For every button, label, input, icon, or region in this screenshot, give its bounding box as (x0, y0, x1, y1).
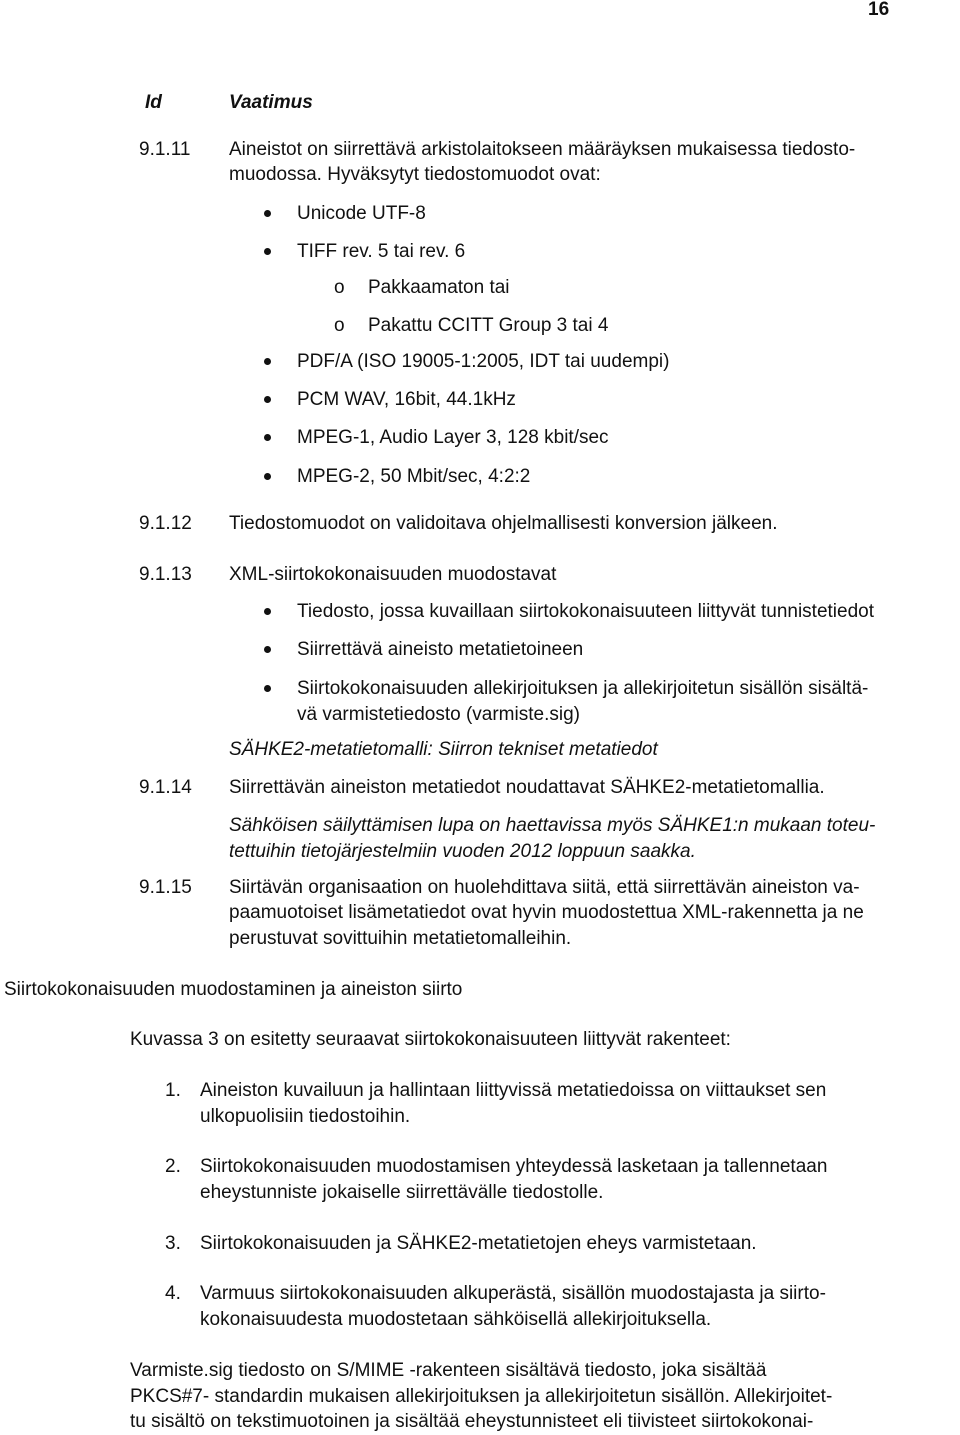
bullet-icon (264, 473, 271, 480)
requirement-note-line: tettuihin tietojärjestelmiin vuoden 2012 loppuun saakka. (229, 841, 696, 862)
list-number: 3. (165, 1233, 181, 1254)
requirement-text: Tiedostomuodot on validoitava ohjelmallisesti konversion jälkeen. (229, 513, 778, 534)
bullet-icon (264, 210, 271, 217)
format-subitem: Pakattu CCITT Group 3 tai 4 (368, 315, 609, 336)
list-item-line: Aineiston kuvailuun ja hallintaan liittyvissä metatiedoissa on viittaukset sen (200, 1080, 827, 1101)
format-item: TIFF rev. 5 tai rev. 6 (297, 241, 466, 262)
bullet-icon (264, 434, 271, 441)
list-item-line: Siirtokokonaisuuden ja SÄHKE2-metatietojen eheys varmistetaan. (200, 1233, 757, 1254)
component-item: Tiedosto, jossa kuvaillaan siirtokokonaisuuteen liittyvät tunnistetiedot (297, 601, 875, 622)
requirement-text: Siirrettävän aineiston metatiedot noudattavat SÄHKE2-metatietomallia. (229, 777, 825, 798)
list-number: 2. (165, 1156, 181, 1177)
requirement-id: 9.1.12 (139, 513, 192, 534)
section-heading: Siirtokokonaisuuden muodostaminen ja aineiston siirto (4, 979, 463, 1000)
closing-paragraph-line: tu sisältö on tekstimuotoinen ja sisältää eheystunnisteet eli tiivisteet siirtokokonai- (130, 1411, 814, 1432)
requirement-text: XML-siirtokokonaisuuden muodostavat (229, 564, 557, 585)
requirement-id: 9.1.15 (139, 877, 192, 898)
bullet-icon (264, 608, 271, 615)
intro-paragraph: Kuvassa 3 on esitetty seuraavat siirtokokonaisuuteen liittyvät rakenteet: (130, 1029, 731, 1050)
bullet-icon (264, 396, 271, 403)
requirement-id: 9.1.14 (139, 777, 192, 798)
list-number: 4. (165, 1283, 181, 1304)
format-item: MPEG-1, Audio Layer 3, 128 kbit/sec (297, 427, 609, 448)
sub-bullet-marker: o (334, 277, 345, 298)
component-item-line: vä varmistetiedosto (varmiste.sig) (297, 704, 580, 725)
requirement-id: 9.1.13 (139, 564, 192, 585)
list-item-line: ulkopuolisiin tiedostoihin. (200, 1106, 411, 1127)
requirement-id: 9.1.11 (139, 139, 191, 160)
requirement-text-line: paamuotoiset lisämetatiedot ovat hyvin muodostettua XML-rakennetta ja ne (229, 902, 864, 923)
list-item-line: Siirtokokonaisuuden muodostamisen yhteydessä lasketaan ja tallennetaan (200, 1156, 828, 1177)
list-item-line: eheystunniste jokaiselle siirrettävälle tiedostolle. (200, 1182, 604, 1203)
metadata-subheading: SÄHKE2-metatietomalli: Siirron tekniset metatiedot (229, 739, 658, 760)
closing-paragraph-line: Varmiste.sig tiedosto on S/MIME -rakenteen sisältävä tiedosto, joka sisältää (130, 1360, 767, 1381)
format-item: MPEG-2, 50 Mbit/sec, 4:2:2 (297, 466, 531, 487)
list-item-line: Varmuus siirtokokonaisuuden alkuperästä, sisällön muodostajasta ja siirto- (200, 1283, 826, 1304)
format-subitem: Pakkaamaton tai (368, 277, 510, 298)
format-item: PCM WAV, 16bit, 44.1kHz (297, 389, 516, 410)
requirement-text-line: perustuvat sovittuihin metatietomalleihin. (229, 928, 572, 949)
component-item: Siirrettävä aineisto metatietoineen (297, 639, 584, 660)
sub-bullet-marker: o (334, 315, 345, 336)
requirement-text-line: Aineistot on siirrettävä arkistolaitokseen määräyksen mukaisessa tiedosto- (229, 139, 856, 160)
requirement-column-header: Vaatimus (229, 92, 313, 113)
bullet-icon (264, 358, 271, 365)
bullet-icon (264, 646, 271, 653)
requirement-note-line: Sähköisen säilyttämisen lupa on haettavissa myös SÄHKE1:n mukaan toteu- (229, 815, 876, 836)
requirement-text-line: Siirtävän organisaation on huolehdittava siitä, että siirrettävän aineiston va- (229, 877, 860, 898)
list-number: 1. (165, 1080, 181, 1101)
bullet-icon (264, 685, 271, 692)
format-item: Unicode UTF-8 (297, 203, 426, 224)
format-item: PDF/A (ISO 19005-1:2005, IDT tai uudempi) (297, 351, 670, 372)
bullet-icon (264, 248, 271, 255)
page-number: 16 (868, 0, 890, 20)
list-item-line: kokonaisuudesta muodostetaan sähköisellä allekirjoituksella. (200, 1309, 712, 1330)
closing-paragraph-line: PKCS#7- standardin mukaisen allekirjoituksen ja allekirjoitetun sisällön. Allekirjoitet- (130, 1386, 833, 1407)
component-item-line: Siirtokokonaisuuden allekirjoituksen ja allekirjoitetun sisällön sisältä- (297, 678, 869, 699)
requirement-text-line: muodossa. Hyväksytyt tiedostomuodot ovat: (229, 164, 601, 185)
id-column-header: Id (145, 92, 162, 113)
